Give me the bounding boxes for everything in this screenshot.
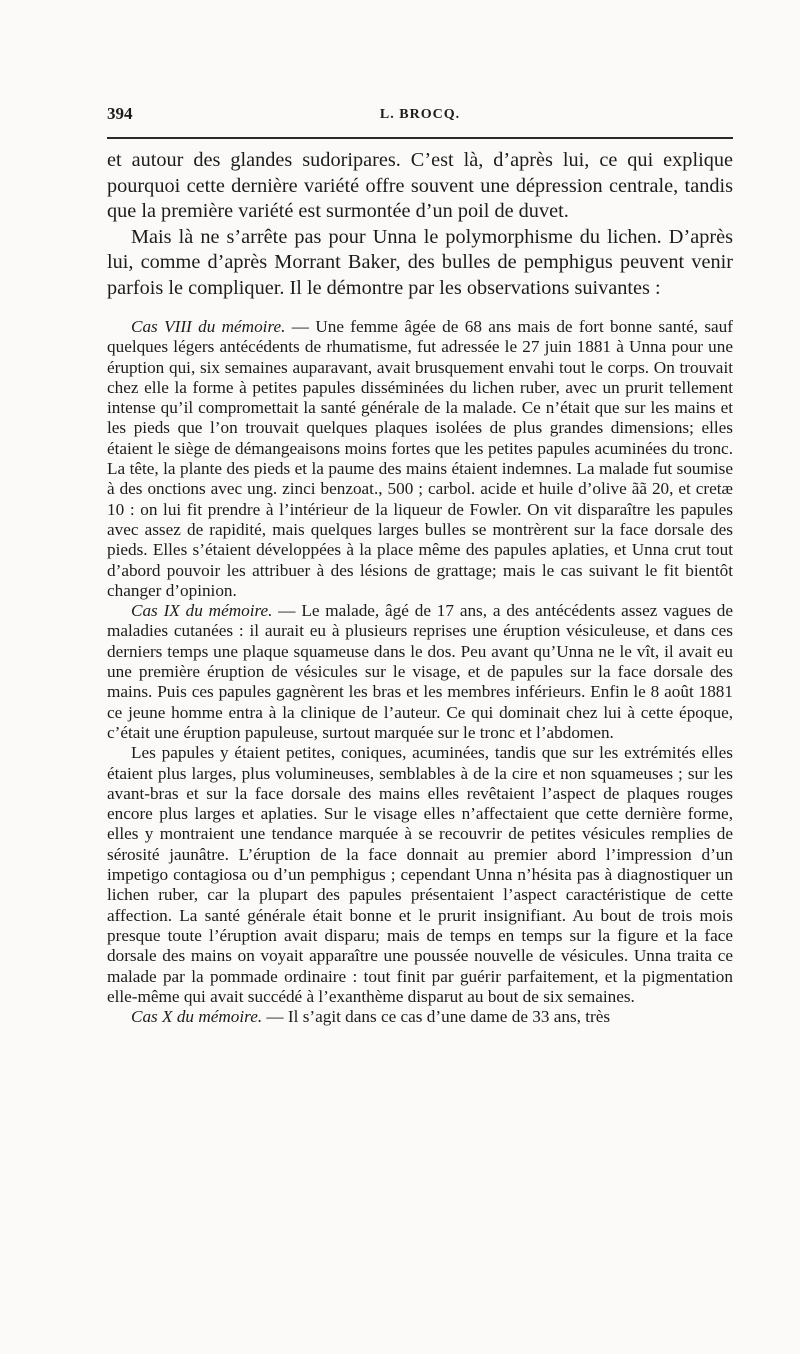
page-header: [107, 102, 733, 128]
page-number: 394: [107, 104, 133, 123]
case-reports: [107, 317, 733, 1027]
paragraph: Mais là ne s’arrête pas pour Unna le polymorphisme du lichen. D’après lui, comme d’après Morrant Baker, des bulles de pemphigus peuvent venir parfois le compliquer. Il le démontre par les observations suivantes :: [107, 225, 733, 299]
case-text: — Il s’agit dans ce cas d’une dame de 33 ans, très: [262, 1007, 611, 1027]
running-title: L. BROCQ.: [379, 107, 461, 122]
case-text: Les papules y étaient petites, coniques, acuminées, tandis que sur les extrémités elles étaient plus larges, plus volumineuses, semblables à de la cire et non squameuses ; sur les avant-bras et sur la face dorsale des mains elles revêtaient l’aspect de plaques rouges encore plus larges et aplaties. Sur le visage elles n’affectaient que cette dernière forme, elles y montraient une tendance marquée à se recouvrir de petites vésicules remplies de sérosité jaunâtre. L’éruption de la face donnait au premier abord l’impression d’un impetigo contagiosa ou d’un pemphigus ; cependant Unna n’hésita pas à diagnostiquer un lichen ruber, car la plupart des papules présentaient l’aspect caractéristique de cette affection. La santé générale était bonne et le prurit insignifiant. Au bout de trois mois presque toute l’éruption avait disparu; mais de temps en temps sur la figure et la face dorsale des mains on voyait apparaître une poussée nouvelle de vésicules. Unna traita ce malade par la pommade ordinaire : tout finit par guérir parfaitement, et la pigmentation elle-même qui avait succédé à l’exanthème disparut au bout de six semaines.: [107, 743, 733, 1006]
body-text: [107, 148, 733, 1027]
case-lead: Cas IX du mémoire.: [131, 601, 273, 621]
paragraph: et autour des glandes sudoripares. C’est là, d’après lui, ce qui explique pourquoi cette dernière variété offre souvent une dépression centrale, tandis que la première variété est surmontée d’un poil de duvet.: [107, 149, 733, 222]
large-text-section: [107, 148, 733, 301]
case-paragraph: [107, 1007, 733, 1027]
case-paragraph: [107, 317, 733, 601]
header-rule: [107, 137, 733, 139]
case-text: — Le malade, âgé de 17 ans, a des antécédents assez vagues de maladies cutanées : il aurait eu à plusieurs reprises une éruption vésiculeuse, et dans ces derniers temps une plaque squameuse dans le dos. Peu avant qu’Unna ne le vît, il avait eu une première éruption de vésicules sur le visage, et de papules sur la face dorsale des mains. Puis ces papules gagnèrent les bras et les membres inférieurs. Enfin le 8 août 1881 ce jeune homme entra à la clinique de l’auteur. Ce qui dominait chez lui à cette époque, c’était une éruption papuleuse, surtout marquée sur le tronc et l’abdomen.: [107, 601, 733, 742]
case-paragraph: [107, 743, 733, 1007]
case-text: — Une femme âgée de 68 ans mais de fort bonne santé, sauf quelques légers antécédents de rhumatisme, fut adressée le 27 juin 1881 à Unna pour une éruption qui, six semaines auparavant, avait brusquement envahi tout le corps. On trouvait chez elle la forme à petites papules disséminées du lichen ruber, avec un prurit tellement intense qu’il compromettait la santé générale de la malade. Ce n’était que sur les mains et les pieds que l’on trouvait quelques plaques isolées de plus grandes dimensions; elles étaient le siège de démangeaisons moins fortes que les petites papules acuminées du tronc. La tête, la plante des pieds et la paume des mains étaient indemnes. La malade fut soumise à des onctions avec ung. zinci benzoat., 500 ; carbol. acide et huile d’olive ãã 20, et cretæ 10 : on lui fit prendre à l’intérieur de la liqueur de Fowler. On vit disparaître les papules avec assez de rapidité, mais quelques larges bulles se montrèrent sur la face dorsale des pieds. Elles s’étaient développées à la place même des papules aplaties, et Unna crut tout d’abord pouvoir les attribuer à des lésions de grattage; mais le cas suivant le fit bientôt changer d’opinion.: [107, 317, 733, 600]
case-lead: Cas VIII du mémoire.: [131, 317, 286, 336]
case-lead: Cas X du mémoire.: [131, 1007, 263, 1027]
case-paragraph: [107, 601, 733, 743]
